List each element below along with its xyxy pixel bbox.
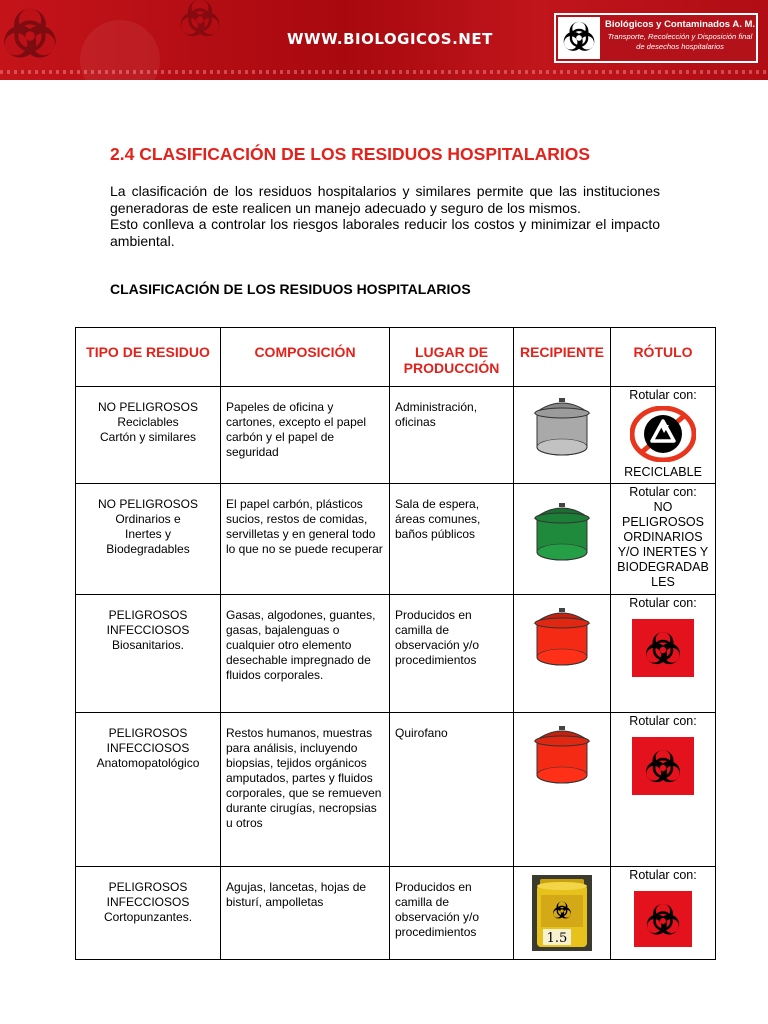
cell-rotulo <box>611 867 716 960</box>
tipo-line: Ordinarios e <box>115 512 181 526</box>
cell-recipiente <box>514 595 611 713</box>
classification-table <box>75 327 716 960</box>
company-name: Biológicos y Contaminados A. M. <box>604 19 756 30</box>
cell-composicion: Agujas, lancetas, hojas de bisturí, ampolletas <box>221 867 390 960</box>
rotulo-prefix: Rotular con: <box>629 714 697 728</box>
intro-line: La clasificación de los residuos hospitalarios y similares permite que las instituciones generadoras de este realicen un manejo adecuado y seguro de los mismos. <box>110 183 660 216</box>
cell-composicion: Papeles de oficina y cartones, excepto el papel carbón y el papel de seguridad <box>221 387 390 484</box>
red-container-icon <box>532 605 592 667</box>
tipo-line: Reciclables <box>117 415 179 429</box>
intro-line: Esto conlleva a controlar los riesgos laborales reducir los costos y minimizar el impacto ambiental. <box>110 216 660 249</box>
intro-paragraph <box>110 183 660 249</box>
container-part <box>559 608 565 612</box>
table-row <box>76 713 716 867</box>
biohazard-icon <box>632 737 694 795</box>
tipo-line: INFECCIOSOS <box>106 623 190 637</box>
rotulo-prefix: Rotular con: <box>629 388 697 402</box>
rotulo-label: NO PELIGROSOS ORDINARIOS Y/O INERTES Y BIODEGRADAB LES <box>617 500 709 589</box>
rotulo-prefix: Rotular con: <box>629 485 697 499</box>
tipo-line: NO PELIGROSOS <box>97 497 199 511</box>
header-lugar: LUGAR DE PRODUCCIÓN <box>390 328 514 387</box>
table-row <box>76 867 716 960</box>
company-logo <box>554 13 758 63</box>
tipo-line: PELIGROSOS <box>108 608 188 622</box>
container-part <box>535 408 589 418</box>
gray-container-icon <box>532 395 592 457</box>
table-row <box>76 484 716 595</box>
cell-recipiente <box>514 867 611 960</box>
tipo-line: Cartón y similares <box>99 430 197 444</box>
cell-tipo <box>76 595 221 713</box>
cell-lugar: Quirofano <box>390 713 514 867</box>
table-row <box>76 595 716 713</box>
container-part <box>535 618 589 628</box>
header-composicion: COMPOSICIÓN <box>221 328 390 387</box>
container-number: 1.5 <box>546 931 568 946</box>
container-part <box>535 736 589 746</box>
header-rotulo: RÓTULO <box>611 328 716 387</box>
cell-tipo <box>76 713 221 867</box>
recycle-icon <box>630 406 696 462</box>
container-part <box>559 726 565 730</box>
cell-rotulo <box>611 484 716 595</box>
cell-lugar: Producidos en camilla de observación y/o procedimientos <box>390 595 514 713</box>
cell-lugar: Producidos en camilla de observación y/o procedimientos <box>390 867 514 960</box>
cell-lugar: Sala de espera, áreas comunes, baños públicos <box>390 484 514 595</box>
cell-tipo <box>76 867 221 960</box>
section-subtitle: CLASIFICACIÓN DE LOS RESIDUOS HOSPITALARIOS <box>110 281 471 297</box>
tipo-line: Cortopunzantes. <box>103 910 193 924</box>
rotulo-label: RECICLABLE <box>624 465 702 479</box>
cell-lugar: Administración, oficinas <box>390 387 514 484</box>
header-recipiente: RECIPIENTE <box>514 328 611 387</box>
tipo-line: Inertes y <box>124 527 172 541</box>
company-tagline: Transporte, Recolección y Disposición final de desechos hospitalarios <box>607 32 753 51</box>
header-banner <box>0 0 768 80</box>
page-title: 2.4 CLASIFICACIÓN DE LOS RESIDUOS HOSPITALARIOS <box>110 144 591 164</box>
container-part <box>535 513 589 523</box>
cell-recipiente <box>514 484 611 595</box>
red-container-icon <box>532 723 592 785</box>
sharps-container-icon <box>532 875 592 951</box>
tipo-line: Anatomopatológico <box>96 756 200 770</box>
container-part <box>559 398 565 402</box>
cell-composicion: Restos humanos, muestras para análisis, incluyendo biopsias, tejidos orgánicos amputados, partes y fluidos corporales, que se remueven durante cirugías, necropsias u otros <box>221 713 390 867</box>
cell-tipo <box>76 484 221 595</box>
cell-rotulo <box>611 713 716 867</box>
rotulo-prefix: Rotular con: <box>629 868 697 882</box>
tipo-line: Biosanitarios. <box>111 638 185 652</box>
biohazard-icon <box>632 619 694 677</box>
tipo-line: INFECCIOSOS <box>106 895 190 909</box>
cell-rotulo <box>611 595 716 713</box>
cell-recipiente <box>514 387 611 484</box>
table-row <box>76 387 716 484</box>
banner-strip <box>0 70 768 74</box>
tipo-line: PELIGROSOS <box>108 880 188 894</box>
green-container-icon <box>532 500 592 562</box>
tipo-line: NO PELIGROSOS <box>97 400 199 414</box>
container-part <box>559 503 565 507</box>
biohazard-logo-icon <box>558 17 600 59</box>
header-tipo: TIPO DE RESIDUO <box>76 328 221 387</box>
cell-rotulo <box>611 387 716 484</box>
table-header-row <box>76 328 716 387</box>
tipo-line: Biodegradables <box>106 542 190 556</box>
cell-recipiente <box>514 713 611 867</box>
site-url[interactable]: WWW.BIOLOGICOS.NET <box>287 30 493 48</box>
tipo-line: PELIGROSOS <box>108 726 188 740</box>
cell-tipo <box>76 387 221 484</box>
cell-composicion: Gasas, algodones, guantes, gasas, bajalenguas o cualquier otro elemento desechable impregnado de fluidos corporales. <box>221 595 390 713</box>
tipo-line: INFECCIOSOS <box>106 741 190 755</box>
rotulo-prefix: Rotular con: <box>629 596 697 610</box>
cell-composicion: El papel carbón, plásticos sucios, restos de comidas, servilletas y en general todo lo que no se puede recuperar <box>221 484 390 595</box>
biohazard-icon <box>634 891 692 947</box>
